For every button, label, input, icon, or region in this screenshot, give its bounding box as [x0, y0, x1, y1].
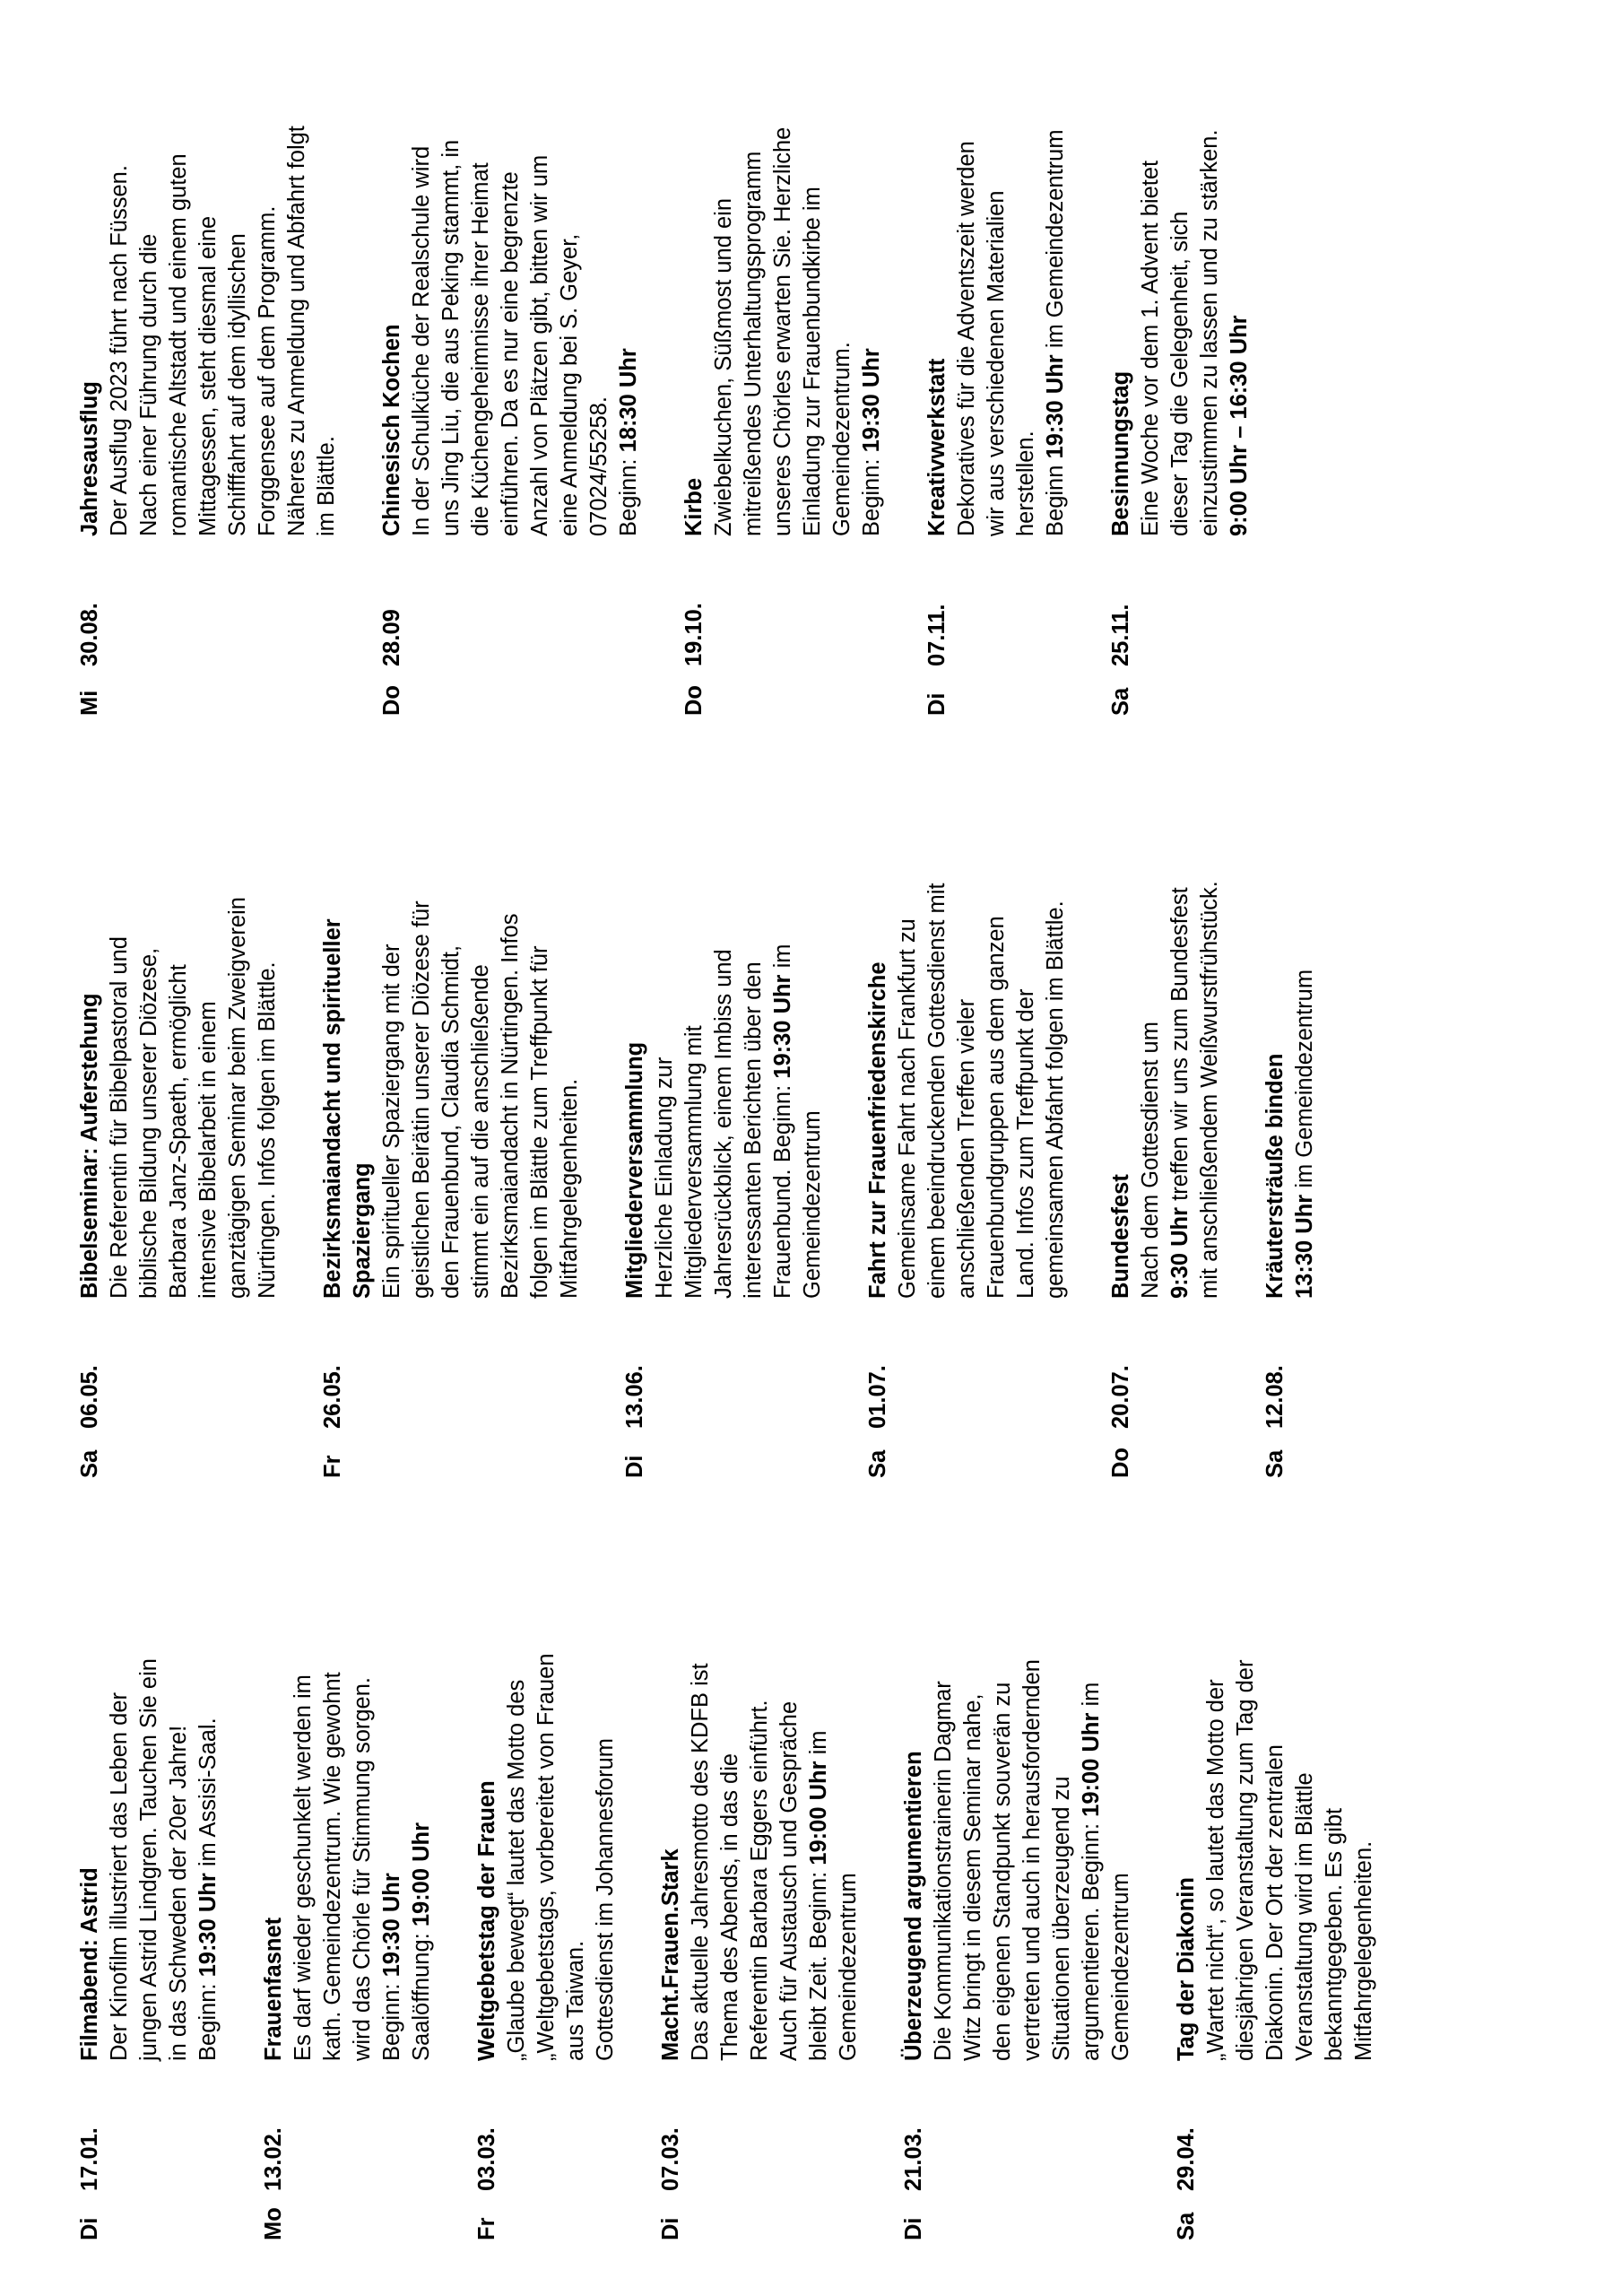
event-date: 07.11. [924, 604, 950, 666]
event-entry [1106, 796, 1225, 1478]
event-description: Es darf wieder geschunkelt werden im kath. Gemeindezentrum. Wie gewohnt wird das Chörle für Stimmung sorgen. [291, 1672, 375, 2061]
event-date: 21.03. [901, 2127, 926, 2191]
event-title: Mitgliederversammlung [622, 1041, 647, 1299]
event-entry [1172, 1559, 1379, 2240]
event-date: 17.01. [77, 2127, 102, 2191]
event-time-line [377, 1559, 407, 2061]
event-weekday: Sa [1174, 2212, 1199, 2240]
event-title: Filmabend: Astrid [77, 1867, 102, 2061]
event-date: 13.06. [622, 1365, 647, 1429]
event-date: 28.09 [379, 609, 404, 666]
event-date: 25.11. [1108, 604, 1133, 666]
event-date: 19.10. [681, 603, 707, 666]
event-entry [318, 796, 585, 1478]
event-date: 03.03. [474, 2127, 499, 2191]
event-time: 19:30 Uhr [379, 1873, 404, 1978]
event-time: 9:30 Uhr [1167, 1206, 1193, 1299]
event-time-suffix: im Gemeindezentrum [1043, 129, 1068, 355]
event-title: Bezirksmaiandacht und spiritueller Spaziergang [320, 918, 375, 1299]
event-entry [75, 1559, 223, 2240]
event-description: „Glaube bewegt“ lautet das Motto des „Weltgebetstags, vorbereitet von Frauen aus Taiwan. Gottesdienst im Johannesforum [504, 1653, 618, 2061]
event-time-line [1041, 34, 1071, 536]
event-title: Kreativwerkstatt [924, 358, 950, 536]
event-weekday: Di [658, 2217, 683, 2240]
event-description: Dekoratives für die Adventszeit werden wir aus verschiedenen Materialien herstellen. [954, 141, 1038, 536]
event-time-line [804, 1559, 834, 2061]
event-date: 26.05. [320, 1365, 345, 1429]
event-time-prefix: Beginn: [379, 1977, 404, 2061]
event-description: In der Schulküche der Realschule wird uns Jing Liu, die aus Peking stammt, in die Küchengeheimnisse ihrer Heimat einführen. Da es nur eine begrenzte Anzahl von Plätzen gibt, bitten wir um eine Anmeldung bei S. Geyer, 07024/55258. [409, 139, 612, 536]
event-date: 07.03. [658, 2127, 683, 2191]
event-time-line [1077, 1559, 1106, 2061]
event-weekday: Do [681, 685, 707, 716]
event-entry [377, 34, 644, 716]
column-1 [75, 1559, 1415, 2240]
event-time: 19:00 Uhr [806, 1761, 831, 1866]
column-2 [75, 796, 1356, 1478]
event-entry [75, 34, 342, 716]
event-weekday: Do [379, 685, 404, 716]
event-weekday: Mi [77, 690, 102, 716]
event-date: 13.02. [261, 2127, 286, 2191]
event-time: 19:30 Uhr [195, 1873, 221, 1978]
event-time-line [857, 34, 887, 536]
event-description: Gemeinsame Fahrt nach Frankfurt zu einem beeindruckenden Gottesdienst mit anschließenden Treffen vieler Frauenbundgruppen aus dem ganzen Land. Infos zum Treffpunkt der gemeinsamen Abfahrt folgen im Blättle. [895, 883, 1068, 1299]
event-date: 01.07. [865, 1365, 890, 1429]
event-description: Der Kinofilm illustriert das Leben der jungen Astrid Lindgren. Tauchen Sie ein in das Schweden der 20er Jahre! [107, 1658, 191, 2061]
event-entry [899, 1559, 1136, 2240]
event-description: Ein spiritueller Spaziergang mit der geistlichen Beirätin unserer Diözese für den Frauenbund, Claudia Schmidt, stimmt ein auf die anschließende Bezirksmaiandacht in Nürtingen. Infos folgen im Blättle zum Treffpunkt für Mitfahrgelegenheiten. [379, 900, 582, 1299]
event-description: Die Referentin für Bibelpastoral und biblische Bildung unserer Diözese, Barbara Janz-Spaeth, ermöglicht intensive Bibelarbeit in einem ganztägigen Seminar beim Zweigverein Nürtingen. Infos folgen im Blättle. [107, 897, 280, 1299]
event-time-prefix: Beginn: [859, 452, 884, 536]
event-description: Der Ausflug 2023 führt nach Füssen. Nach einer Führung durch die romantische Altstadt und einem guten Mittagessen, steht diesmal eine Schifffahrt auf dem idyllischen Forggensee auf dem Programm. Näheres zu Anmeldung und Abfahrt folgt im Blättle. [107, 126, 339, 536]
event-title: Jahresausflug [77, 381, 102, 536]
event-time-suffix: im Gemeindezentrum [1292, 969, 1317, 1195]
event-entry [259, 1559, 437, 2240]
event-title: Frauenfasnet [261, 1917, 286, 2061]
column-3 [75, 34, 1290, 716]
event-date: 06.05. [77, 1365, 102, 1429]
event-time: 19:00 Uhr [409, 1822, 434, 1927]
event-time-prefix: bleibt Zeit. Beginn: [806, 1865, 831, 2061]
event-title: Kräutersträuße binden [1262, 1053, 1288, 1299]
event-description: Das aktuelle Jahresmotto des KDFB ist Thema des Abends, in das die Referentin Barbara Eggers einführt. Auch für Austausch und Gespräche [688, 1663, 802, 2061]
event-weekday: Fr [320, 1455, 345, 1478]
event-title: Macht.Frauen.Stark [658, 1848, 683, 2061]
event-time: 19:00 Uhr [1079, 1712, 1104, 1817]
event-time-line [768, 796, 798, 1299]
event-weekday: Sa [77, 1449, 102, 1478]
event-description: Herzliche Einladung zur Mitgliederversammlung mit Jahresrückblick, einem Imbiss und interessanten Berichten über den [652, 949, 766, 1299]
event-title: Bibelseminar: Auferstehung [77, 993, 102, 1299]
event-time-line [194, 1559, 223, 2061]
event-title: Überzeugend argumentieren [901, 1751, 926, 2061]
event-entry [1261, 796, 1320, 1478]
event-time-line [1166, 796, 1195, 1299]
event-description: Eine Woche vor dem 1. Advent bietet dieser Tag die Gelegenheit, sich einzustimmen zu lassen und zu stärken. [1138, 129, 1222, 536]
event-time: 19:30 Uhr [1043, 354, 1068, 459]
event-date: 20.07. [1108, 1365, 1133, 1429]
event-date: 29.04. [1174, 2127, 1199, 2191]
event-entry [473, 1559, 620, 2240]
event-entry [656, 1559, 863, 2240]
event-title: Chinesisch Kochen [379, 324, 404, 536]
event-description-tail: Gemeindezentrum [800, 1110, 825, 1299]
event-time: 9:00 Uhr – 16:30 Uhr [1227, 315, 1252, 536]
event-description: Die Kommunikationstrainerin Dagmar Witz bringt in diesem Seminar nahe, den eigenen Standpunkt souverän zu vertreten und auch in herausfordernden Situationen überzeugend zu [931, 1659, 1074, 2061]
event-entry [680, 34, 887, 716]
event-description-tail: Gemeindezentrum [836, 1873, 861, 2061]
event-entry [620, 796, 828, 1478]
event-weekday: Sa [1262, 1449, 1288, 1478]
event-weekday: Mo [261, 2207, 286, 2240]
event-weekday: Di [77, 2217, 102, 2240]
event-date: 30.08. [77, 603, 102, 666]
event-time-prefix: Beginn [1043, 458, 1068, 536]
event-weekday: Sa [865, 1449, 890, 1478]
event-title: Bundesfest [1108, 1174, 1133, 1299]
event-weekday: Do [1108, 1448, 1133, 1478]
event-description: Nach dem Gottesdienst um [1138, 1022, 1163, 1299]
event-description-tail: mit anschließendem Weißwurstfrühstück. [1197, 881, 1222, 1299]
event-weekday: Sa [1108, 687, 1133, 716]
event-date: 12.08. [1262, 1365, 1288, 1429]
event-time: 19:30 Uhr [859, 348, 884, 453]
event-time-prefix: Saalöffnung: [409, 1926, 434, 2061]
event-title: Weltgebetstag der Frauen [474, 1780, 499, 2061]
event-entry [75, 796, 282, 1478]
event-title: Fahrt zur Frauenfriedenskirche [865, 961, 890, 1299]
event-time-suffix: im Assisi-Saal. [195, 1718, 221, 1874]
event-weekday: Di [622, 1455, 647, 1478]
event-entry [1106, 34, 1254, 716]
event-weekday: Di [924, 692, 950, 716]
event-entry [863, 796, 1071, 1478]
event-title: Tag der Diakonin [1174, 1877, 1199, 2061]
event-weekday: Di [901, 2217, 926, 2240]
event-weekday: Fr [474, 2217, 499, 2240]
event-time: 18:30 Uhr [616, 348, 641, 453]
event-time-suffix: treffen wir uns zum Bundesfest [1167, 887, 1193, 1207]
event-entry [923, 34, 1071, 716]
event-description-tail: Gemeindezentrum [1108, 1873, 1133, 2061]
event-time-line [1290, 796, 1320, 1299]
event-time-prefix: Beginn: [195, 1977, 221, 2061]
event-time-suffix: im [1079, 1682, 1104, 1713]
event-time-suffix: im [806, 1730, 831, 1761]
event-title: Besinnungstag [1108, 370, 1133, 536]
event-time: 19:30 Uhr [770, 974, 795, 1079]
event-time-prefix: Beginn: [616, 452, 641, 536]
event-time-prefix: argumentieren. Beginn: [1079, 1816, 1104, 2061]
event-time-line [407, 1559, 437, 2061]
event-time: 13:30 Uhr [1292, 1194, 1317, 1299]
event-title: Kirbe [681, 477, 707, 536]
event-time-line [1225, 34, 1254, 536]
event-description: „Wartet nicht“, so lautet das Motto der diesjährigen Veranstaltung zum Tag der Diakonin. Der Ort der zentralen Veranstaltung wird im Blättle bekanntgegeben. Es gibt Mitfahrgelegenheiten. [1203, 1659, 1376, 2061]
event-time-line [614, 34, 644, 536]
event-description: Zwiebelkuchen, Süßmost und ein mitreißendes Unterhaltungsprogramm unseres Chörles erwarten Sie. Herzliche Einladung zur Frauenbundkirbe im Gemeindezentrum. [711, 126, 854, 536]
event-time-prefix: Frauenbund. Beginn: [770, 1078, 795, 1299]
event-time-suffix: im [770, 944, 795, 975]
